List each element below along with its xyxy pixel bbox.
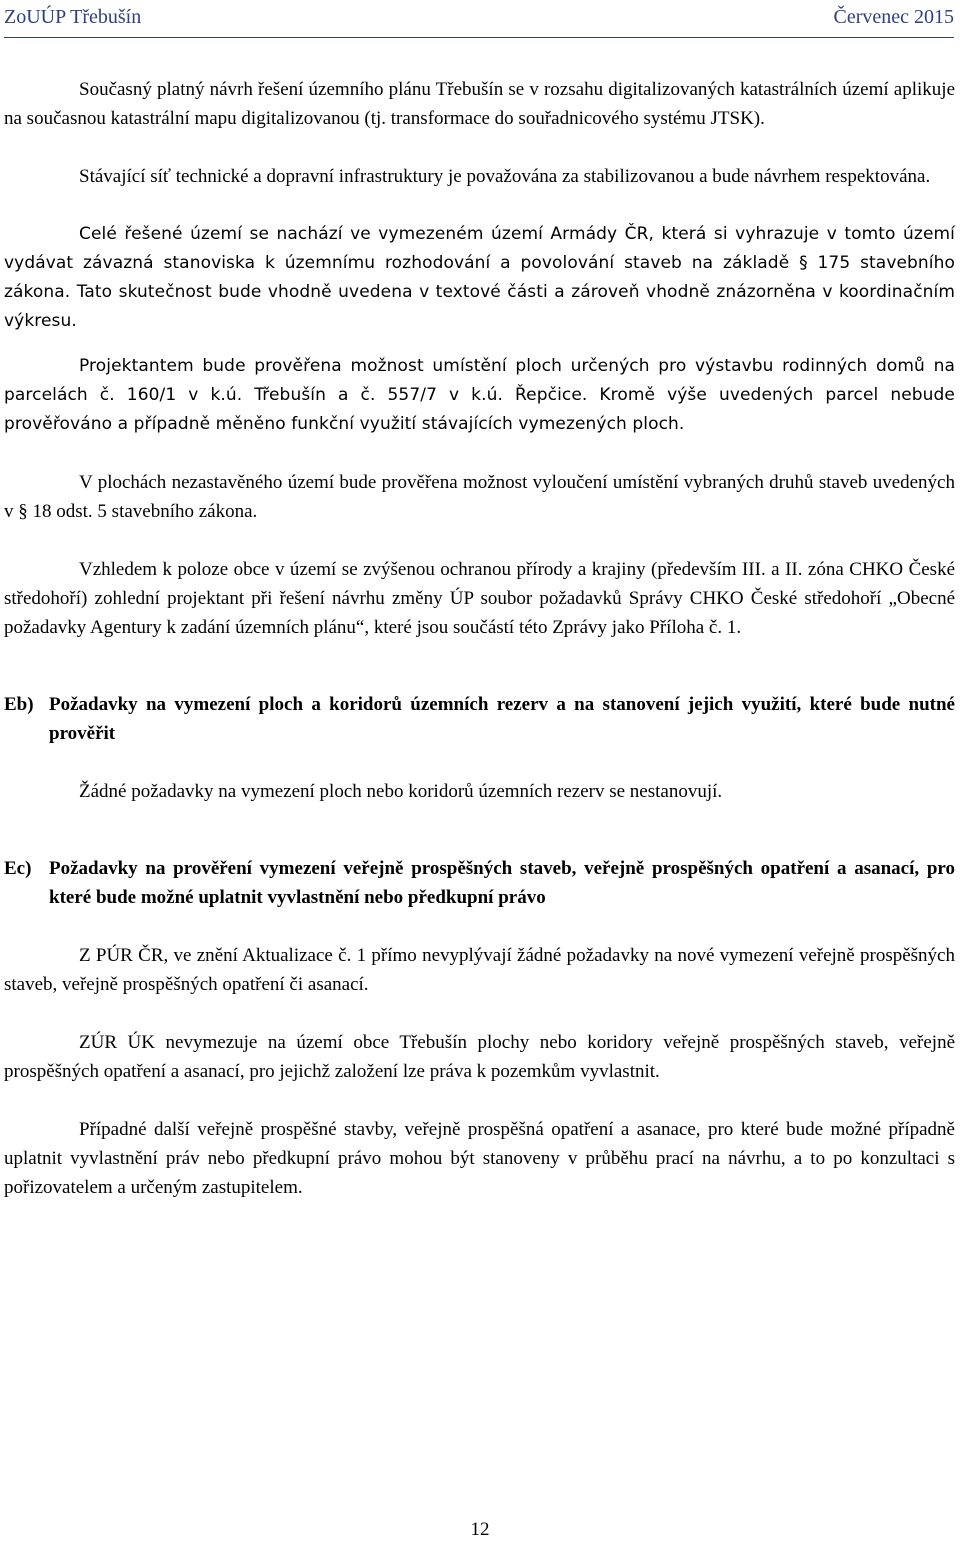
header-date: Červenec 2015 <box>833 6 954 28</box>
section-label-ec: Ec) <box>4 858 32 879</box>
document-body <box>4 75 955 1202</box>
paragraph-eb-text: Žádné požadavky na vymezení ploch nebo koridorů územních rezerv se nestanovují. <box>79 781 723 802</box>
paragraph-army-territory: Celé řešené území se nachází ve vymezeném území Armády ČR, která si vyhrazuje v tomto území vydávat závazná stanoviska k územnímu rozhodování a povolování staveb na základě § 175 stavebního zákona. Tato skutečnost bude vhodně uvedena v textové části a zároveň vhodně znázorněna v koordinačním výkresu. <box>4 224 955 331</box>
header-divider <box>4 37 954 38</box>
page-header <box>4 4 954 32</box>
section-heading-ec <box>4 854 955 912</box>
page-number: 12 <box>470 1519 490 1540</box>
paragraph-unbuilt-areas: V plochách nezastavěného území bude prověřena možnost vyloučení umístění vybraných druhů staveb uvedených v § 18 odst. 5 stavebního zákona. <box>4 472 955 522</box>
header-document-title: ZoUÚP Třebušín <box>4 6 142 28</box>
section-heading-eb <box>4 690 955 748</box>
paragraph-ec-zur: ZÚR ÚK nevymezuje na území obce Třebušín plochy nebo koridory veřejně prospěšných staveb, veřejně prospěšných opatření a asanací, pro jejichž založení lze práva k pozemkům vyvlastnit. <box>4 1032 955 1082</box>
paragraph-ec-other: Případné další veřejně prospěšné stavby, veřejně prospěšná opatření a asanace, pro které bude možné případně uplatnit vyvlastnění práv nebo předkupní právo mohou být stanoveny v průběhu prací na návrhu, a to po konzultaci s pořizovatelem a určeným zastupitelem. <box>4 1119 955 1198</box>
section-title-ec: Požadavky na prověření vymezení veřejně prospěšných staveb, veřejně prospěšných opatření a asanací, pro které bude možné uplatnit vyvlastnění nebo předkupní právo <box>49 858 955 908</box>
paragraph-residential-plots: Projektantem bude prověřena možnost umístění ploch určených pro výstavbu rodinných domů na parcelách č. 160/1 v k.ú. Třebušín a č. 557/7 v k.ú. Řepčice. Kromě výše uvedených parcel nebude prověřováno a případně měněno funkční využití stávajících vymezených ploch. <box>4 356 955 434</box>
paragraph-infrastructure: Stávající síť technické a dopravní infrastruktury je považována za stabilizovanou a bude návrhem respektována. <box>79 166 931 187</box>
paragraph-ec-pur: Z PÚR ČR, ve znění Aktualizace č. 1 přímo nevyplývají žádné požadavky na nové vymezení veřejně prospěšných staveb, veřejně prospěšných opatření či asanací. <box>4 945 955 995</box>
paragraph-digitalization: Současný platný návrh řešení územního plánu Třebušín se v rozsahu digitalizovaných katastrálních území aplikuje na současnou katastrální mapu digitalizovanou (tj. transformace do souřadnicového systému JTSK). <box>4 79 955 129</box>
paragraph-chko-requirements: Vzhledem k poloze obce v území se zvýšenou ochranou přírody a krajiny (především III. a II. zóna CHKO České středohoří) zohlední projektant při řešení návrhu změny ÚP soubor požadavků Správy CHKO České středohoří „Obecné požadavky Agentury k zadání územních plánu“, které jsou součástí této Zprávy jako Příloha č. 1. <box>4 559 955 638</box>
section-title-eb: Požadavky na vymezení ploch a koridorů územních rezerv a na stanovení jejich využití, které bude nutné prověřit <box>49 694 955 744</box>
section-label-eb: Eb) <box>4 694 34 715</box>
